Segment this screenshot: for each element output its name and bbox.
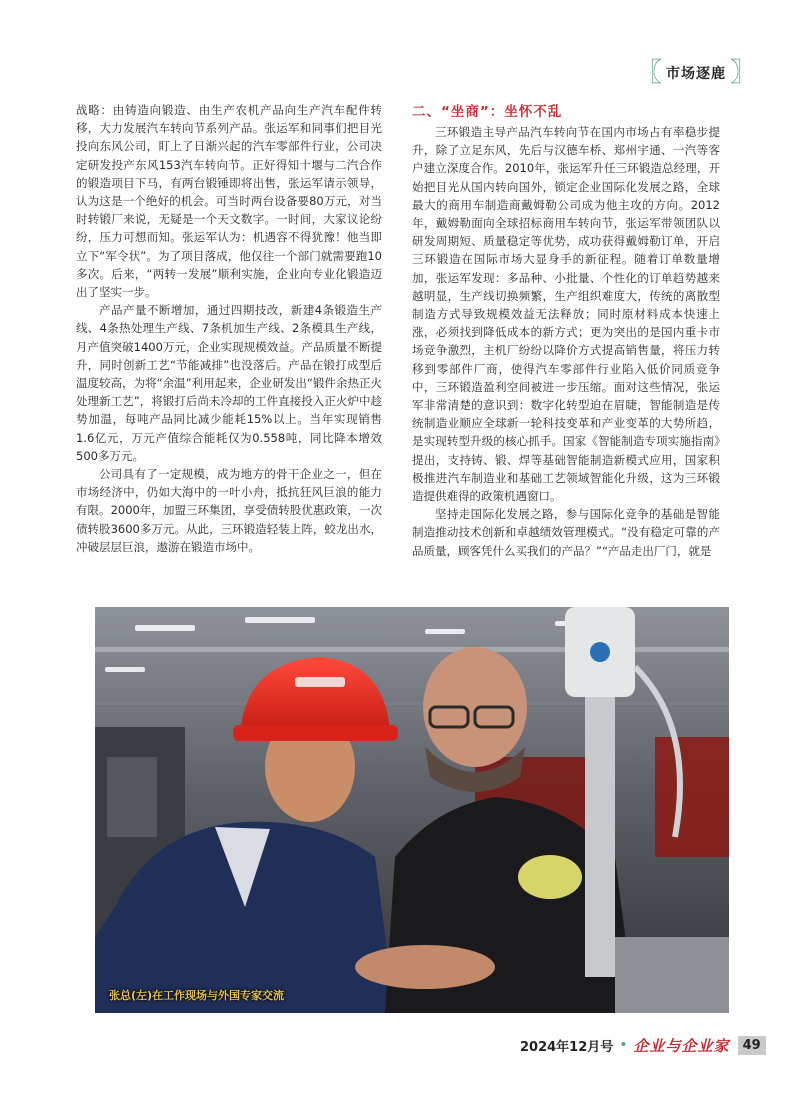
- section-tag: [636, 58, 756, 88]
- paragraph: 坚持走国际化发展之路，参与国际化竞争的基础是智能制造推动技术创新和卓越绩效管理模式。“没有稳定可靠的产品质量，顾客凭什么买我们的产品？”“产品走出厂门，就是: [412, 507, 720, 558]
- section-heading: 二、“坐商”：坐怀不乱: [412, 104, 563, 120]
- left-column: [76, 101, 382, 556]
- left-bracket-icon: 〖: [636, 58, 663, 88]
- page-number: 49: [738, 1036, 766, 1055]
- feature-photo: [95, 607, 729, 1013]
- paragraph: 战略：由铸造向锻造、由生产农机产品向生产汽车配件转移，大力发展汽车转向节系列产品。张运军和同事们把目光投向东风公司，盯上了日渐兴起的汽车零部件行业，公司决定研发投产东风153汽车转向节。正好得知十堰与二汽合作的锻造项目下马，有两台锻锤即将出售，张运军请示领导，认为这是一个绝好的机会。可当时两台设备要80万元，对当时转锻厂来说，无疑是一个天文数字。一时间，大家议论纷纷，压力可想而知。张运军认为：机遇容不得犹豫！他当即立下“军令状”。为了项目落成，他仅往一个部门就需要跑10多次。后来，“两转一发展”顺利实施，企业向专业化锻造迈出了坚实一步。: [76, 103, 382, 300]
- paragraph: 三环锻造主导产品汽车转向节在国内市场占有率稳步提升，除了立足东风，先后与汉德车桥、郑州宇通、一汽等客户建立深度合作。2010年，张运军升任三环锻造总经理，开始把目光从国内转向国外，锁定企业国际化发展之路，全球最大的商用车制造商戴姆勒公司成为他主攻的方向。2012年，戴姆勒面向全球招标商用车转向节，张运军带领团队以研发周期短、质量稳定等优势，成功获得戴姆勒订单，开启三环锻造在国际市场大显身手的新征程。随着订单数量增加，张运军发现：多品种、小批量、个性化的订单趋势越来越明显，生产线切换频繁，生产组织难度大，传统的离散型制造方式导致规模效益无法释放；同时原材料成本快速上涨，必须找到降低成本的新方式；更为突出的是国内重卡市场竞争激烈，主机厂纷纷以降价方式提高销售量，将压力转移到零部件厂商，使得汽车零部件行业陷入低价同质竞争中，三环锻造盈利空间被进一步压缩。面对这些情况，张运军非常清楚的意识到：数字化转型迫在眉睫，智能制造是传统制造业顺应全球新一轮科技变革和产业变革的大势所趋，是实现转型升级的核心抓手。国家《智能制造专项实施指南》提出，支持铸、锻、焊等基础智能制造新模式应用，国家积极推进汽车制造业和基础工艺领域智能化升级，这为三环锻造提供难得的政策机遇窗口。: [412, 125, 720, 504]
- factory-scene-illustration: [95, 607, 729, 1013]
- photo-caption: 张总(左)在工作现场与外国专家交流: [109, 989, 285, 1002]
- right-column: [412, 101, 720, 560]
- issue-date: 2024年12月号: [520, 1039, 614, 1055]
- separator-dot-icon: •: [619, 1037, 628, 1053]
- section-title: 市场逐鹿: [666, 66, 727, 82]
- right-bracket-icon: 〗: [730, 58, 757, 88]
- paragraph: 产品产量不断增加，通过四期技改，新建4条锻造生产线、4条热处理生产线、7条机加生产线、2条模具生产线，月产值突破1400万元，企业实现规模效益。产品质量不断提升，同时创新工艺“节能减排”也没落后。产品在锻打成型后温度较高，为将“余温”利用起来，企业研发出“锻件余热正火处理新工艺”，将锻打后尚未冷却的工件直接投入正火炉中趁势加温，每吨产品同比减少能耗15%以上。当年实现销售1.6亿元，万元产值综合能耗仅为0.558吨，同比降本增效500多万元。: [76, 303, 382, 463]
- page-footer: [520, 1034, 766, 1056]
- paragraph: 公司具有了一定规模，成为地方的骨干企业之一，但在市场经济中，仍如大海中的一叶小舟，抵抗狂风巨浪的能力有限。2000年，加盟三环集团，享受债转股优惠政策，一次债转股3600多万元。从此，三环锻造轻装上阵，蛟龙出水，冲破层层巨浪，遨游在锻造市场中。: [76, 467, 382, 554]
- magazine-name: 企业与企业家: [633, 1036, 730, 1055]
